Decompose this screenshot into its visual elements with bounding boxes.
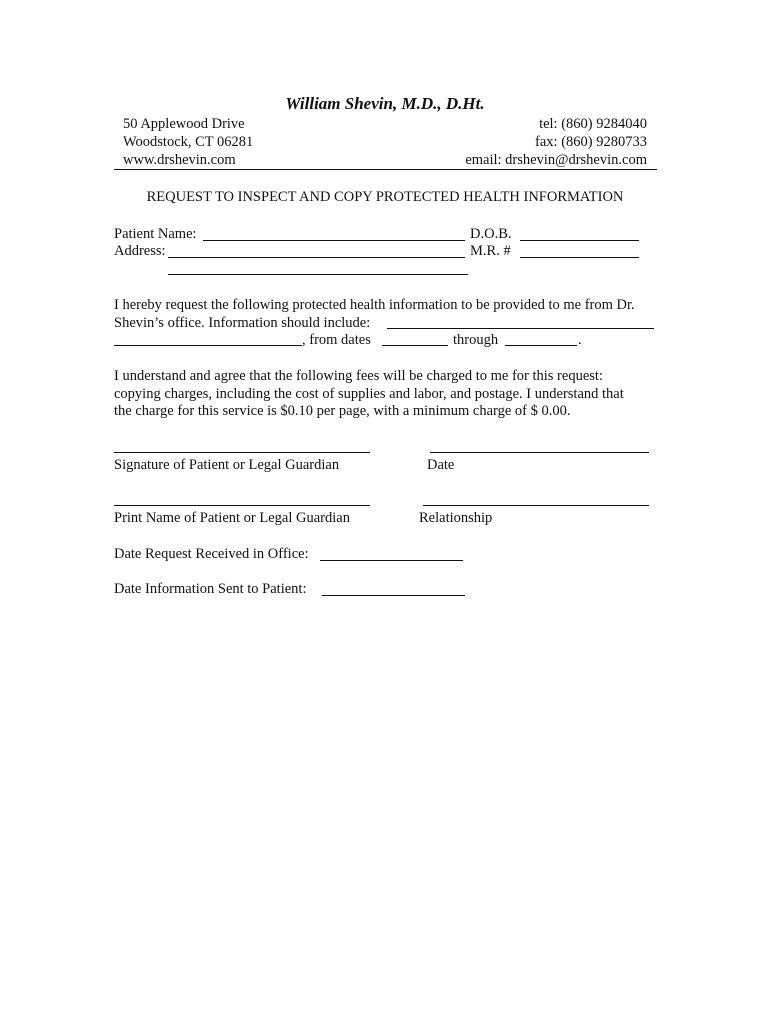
address-field-line-2[interactable] [168,274,468,275]
mr-number-label: M.R. # [470,243,511,259]
date-received-field[interactable] [320,560,463,561]
patient-name-label: Patient Name: [114,226,197,242]
information-field-line-1[interactable] [387,328,654,329]
signature-field[interactable] [114,452,370,453]
from-dates-label: , from dates [302,332,371,348]
email-text: email: drshevin@drshevin.com [465,152,647,168]
address-line-2: Woodstock, CT 06281 [123,134,254,150]
address-label: Address: [114,243,166,259]
patient-name-field[interactable] [203,240,465,241]
through-label: through [453,332,499,348]
fees-text-line-2: copying charges, including the cost of supplies and labor, and postage. I understand that [114,386,624,402]
address-line-1: 50 Applewood Drive [123,116,245,132]
request-text-line-1: I hereby request the following protected health information to be provided to me from Dr. [114,297,635,313]
print-name-field[interactable] [114,505,370,506]
date-received-label: Date Request Received in Office: [114,546,309,562]
dob-label: D.O.B. [470,226,512,242]
relationship-label: Relationship [419,510,493,526]
dob-field[interactable] [520,240,639,241]
date-sent-field[interactable] [322,595,465,596]
mr-number-field[interactable] [520,257,639,258]
date-sent-label: Date Information Sent to Patient: [114,581,307,597]
website-text: www.drshevin.com [123,152,236,168]
print-name-label: Print Name of Patient or Legal Guardian [114,510,350,526]
fax-text: fax: (860) 9280733 [535,134,647,150]
header-divider [114,169,657,170]
date-label: Date [427,457,455,473]
fees-text-line-1: I understand and agree that the following fees will be charged to me for this request: [114,368,603,384]
fees-text-line-3: the charge for this service is $0.10 per page, with a minimum charge of $ 0.00. [114,403,571,419]
period-text: . [578,332,582,348]
information-field-line-2[interactable] [114,345,302,346]
relationship-field[interactable] [423,505,649,506]
through-date-field[interactable] [505,345,577,346]
address-field-line-1[interactable] [168,257,465,258]
form-title: REQUEST TO INSPECT AND COPY PROTECTED HEALTH INFORMATION [146,189,624,205]
doctor-name-title: William Shevin, M.D., D.Ht. [285,94,485,113]
signature-date-field[interactable] [430,452,649,453]
signature-label: Signature of Patient or Legal Guardian [114,457,340,473]
from-date-field[interactable] [382,345,448,346]
request-text-line-2: Shevin’s office. Information should include: [114,315,371,331]
telephone-text: tel: (860) 9284040 [539,116,647,132]
